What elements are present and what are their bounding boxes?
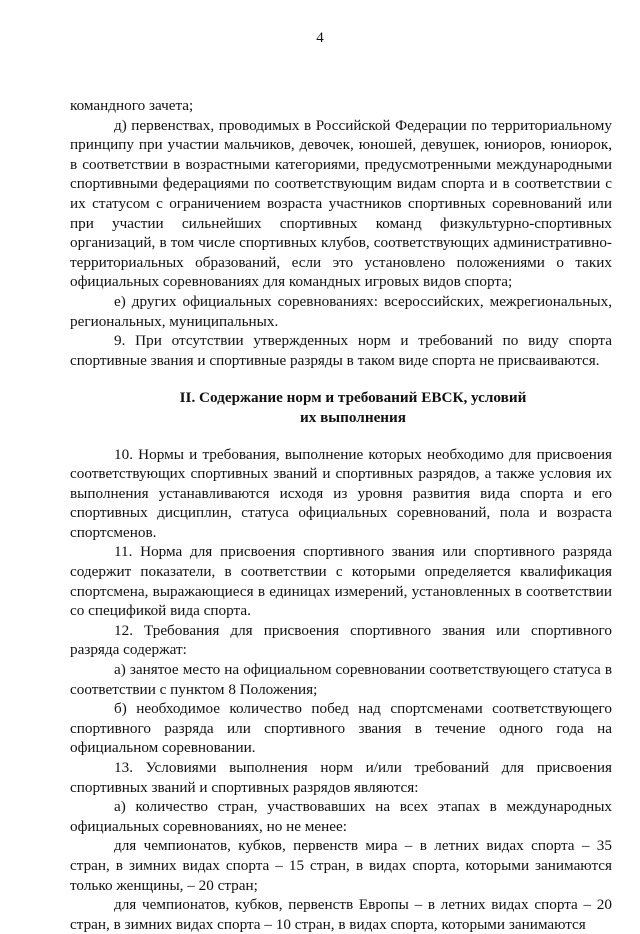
paragraph-p-10: 10. Нормы и требования, выполнение которых необходимо для присвоения соответствующих спортивных званий и спортивных разрядов, а также условия их выполнения устанавливаются исходя из уровня развития вида спорта и его спортивных дисциплин, статуса официальных соревнований, пола и возраста спортсменов. <box>70 445 612 543</box>
paragraph-p-13a-world: для чемпионатов, кубков, первенств мира – в летних видах спорта – 35 стран, в зимних видах спорта – 15 стран, в видах спорта, которыми занимаются только женщины, – 20 стран; <box>70 836 612 895</box>
document-body <box>70 96 612 934</box>
paragraph-p-12b: б) необходимое количество побед над спортсменами соответствующего спортивного разряда или спортивного звания в течение одного года на официальном соревновании. <box>70 699 612 758</box>
paragraph-p-d: д) первенствах, проводимых в Российской Федерации по территориальному принципу при участии мальчиков, девочек, юношей, девушек, юниоров, юниорок, в соответствии в возрастными категориями, предусмотренными международными спортивными федерациями по соответствующим видам спорта и в соответствии с их статусом с ограничением возраста участников спортивных соревнований или при участии сильнейших спортивных команд физкультурно-спортивных организаций, в том числе спортивных клубов, соответствующих административно-территориальных образований, если это установлено положениями о таких официальных соревнованиях для командных игровых видов спорта; <box>70 116 612 292</box>
paragraph-p-13: 13. Условиями выполнения норм и/или требований для присвоения спортивных званий и спортивных разрядов являются: <box>70 758 612 797</box>
page-number: 4 <box>0 30 640 47</box>
paragraph-p-e: е) других официальных соревнованиях: всероссийских, межрегиональных, региональных, муниципальных. <box>70 292 612 331</box>
paragraph-p-11: 11. Норма для присвоения спортивного звания или спортивного разряда содержит показатели, в соответствии с которыми определяется квалификация спортсмена, выражающиеся в единицах измерений, установленных в соответствии со спецификой вида спорта. <box>70 542 612 620</box>
paragraph-p-13a-europe: для чемпионатов, кубков, первенств Европы – в летних видах спорта – 20 стран, в зимних видах спорта – 10 стран, в видах спорта, которыми занимаются <box>70 895 612 934</box>
paragraph-p-9: 9. При отсутствии утвержденных норм и требований по виду спорта спортивные звания и спортивные разряды в таком виде спорта не присваиваются. <box>70 331 612 370</box>
bottom-paragraphs <box>70 445 612 934</box>
paragraph-p-12: 12. Требования для присвоения спортивного звания или спортивного разряда содержат: <box>70 621 612 660</box>
paragraph-p-12a: а) занятое место на официальном соревновании соответствующего статуса в соответствии с пунктом 8 Положения; <box>70 660 612 699</box>
section-heading <box>70 388 612 427</box>
paragraph-p-13a: а) количество стран, участвовавших на всех этапах в международных официальных соревнованиях, но не менее: <box>70 797 612 836</box>
top-paragraphs <box>70 96 612 370</box>
paragraph-p-command: командного зачета; <box>70 96 612 116</box>
section-heading-line-2: их выполнения <box>94 408 612 428</box>
section-heading-line-1: II. Содержание норм и требований ЕВСК, условий <box>94 388 612 408</box>
